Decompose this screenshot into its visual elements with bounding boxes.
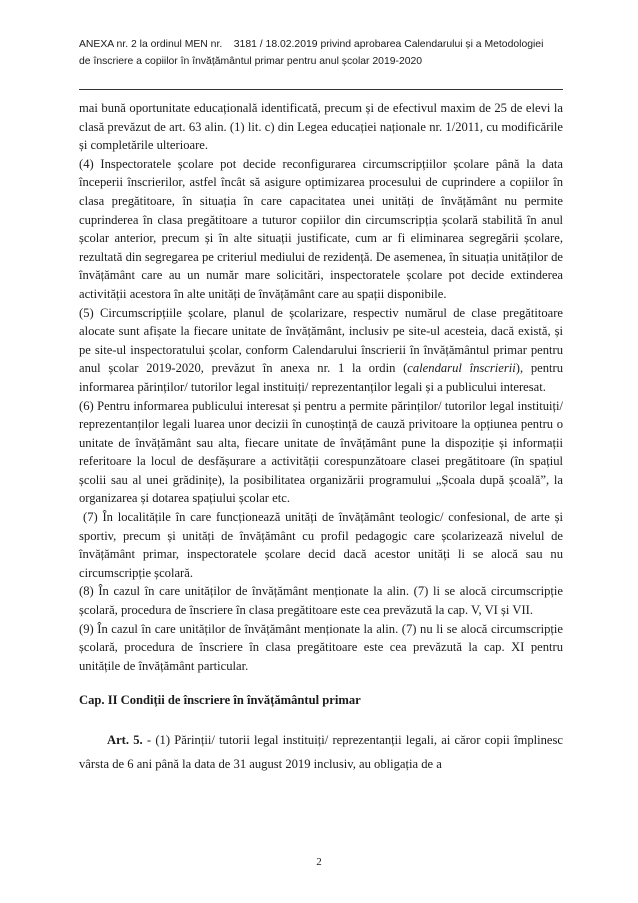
paragraph-5: [79, 304, 563, 397]
paragraph-continuation: mai bună oportunitate educațională identificată, precum și de efectivul maxim de 25 de elevi la clasă prevăzut de art. 63 alin. (1) lit. c) din Legea educației naționale nr. 1/2011, cu modificările și completările ulterioare.: [79, 101, 563, 153]
paragraph-5-part-b: ), pentru informarea părinților/ tutorilor legal instituiți/ reprezentanților legali și a publicului interesat.: [79, 361, 564, 394]
calendar-reference: calendarul înscrierii: [407, 361, 516, 376]
paragraph-7: (7) În localitățile în care funcționează unități de învățământ teologic/ confesional, de arte și sportiv, precum și unități de învățământ cu profil pedagogic care școlarizează nivelul de învățământ primar, inspectoratele școlare decid dacă acestor unități li se alocă sau nu circumscripție școlară.: [79, 510, 563, 580]
paragraph-6: (6) Pentru informarea publicului interesat și pentru a permite părinților/ tutorilor legal instituiți/ reprezentanților legali luarea unor decizii în cunoștință de cauză privitoare la opțiunea pentru o unitate de învățământ sau alta, fiecare unitate de învățământ pune la dispoziție și informații referitoare la locul de desfășurare a activității corespunzătoare clasei pregătitoare (în spațiul școlii sau al unei grădinițe), la posibilitatea organizării programului „Școala după școală”, la organizarea și dotarea spațiului școlar etc.: [79, 398, 563, 506]
article-label: Art. 5.: [107, 733, 143, 747]
paragraph-9: (9) În cazul în care unităților de învățământ menționate la alin. (7) nu li se alocă circumscripție școlară, procedura de înscriere în clasa pregătitoare este cea prevăzută la cap. XI pentru unitățile de învățământ particular.: [79, 621, 563, 673]
header-divider: [79, 89, 563, 90]
document-header: [79, 36, 565, 70]
page-number: 2: [316, 856, 322, 868]
paragraph-5-part-a: (5) Circumscripțiile școlare, planul de școlarizare, respectiv numărul de clase pregătitoare alocate sunt afișate la fiecare unitate de învățământ, inclusiv pe site-ul acesteia, dacă există, și pe site-ul inspectoratului școlar, conform Calendarului înscrierii în învățământul primar pentru anul școlar 2019-2020, prevăzut în anexa nr. 1 la ordin (: [79, 305, 563, 376]
chapter-title: Cap. II Condiții de înscriere în învățământul primar: [79, 693, 361, 708]
article-5: [79, 728, 563, 776]
article-text: - (1) Părinții/ tutorii legal instituiți/ reprezentanții legali, ai căror copii împlinesc vârsta de 6 ani până la data de 31 august 2019 inclusiv, au obligația de a: [79, 733, 563, 771]
paragraph-8: (8) În cazul în care unităților de învățământ menționate la alin. (7) li se alocă circumscripție școlară, procedura de înscriere în clasa pregătitoare este cea prevăzută la cap. V, VI și VII.: [79, 584, 563, 618]
document-body: [79, 99, 563, 776]
header-line-1: ANEXA nr. 2 la ordinul MEN nr. 3181 / 18.02.2019 privind aprobarea Calendarului și a Metodologiei: [79, 39, 544, 50]
paragraph-4: (4) Inspectoratele școlare pot decide reconfigurarea circumscripțiilor școlare până la data începerii înscrierilor, astfel încât să asigure optimizarea procesului de cuprindere a copiilor în clasa pregătitoare, în situația în care capacitatea unei unități de învățământ nu permite cuprinderea în clasa pregătitoare a tuturor copiilor din circumscripția școlară stabilită în anul școlar anterior, precum și în alte situații justificate, cum ar fi eliminarea segregării școlare, rezultată din segregarea pe criteriul mediului de rezidență. De asemenea, în situația unităților de învățământ care au un număr mare solicitări, inspectoratele școlare pot decide extinderea activității acestora în alte unități de învățământ care au spații disponibile.: [79, 156, 563, 301]
header-line-2: de înscriere a copiilor în învățământul primar pentru anul școlar 2019-2020: [79, 56, 423, 67]
